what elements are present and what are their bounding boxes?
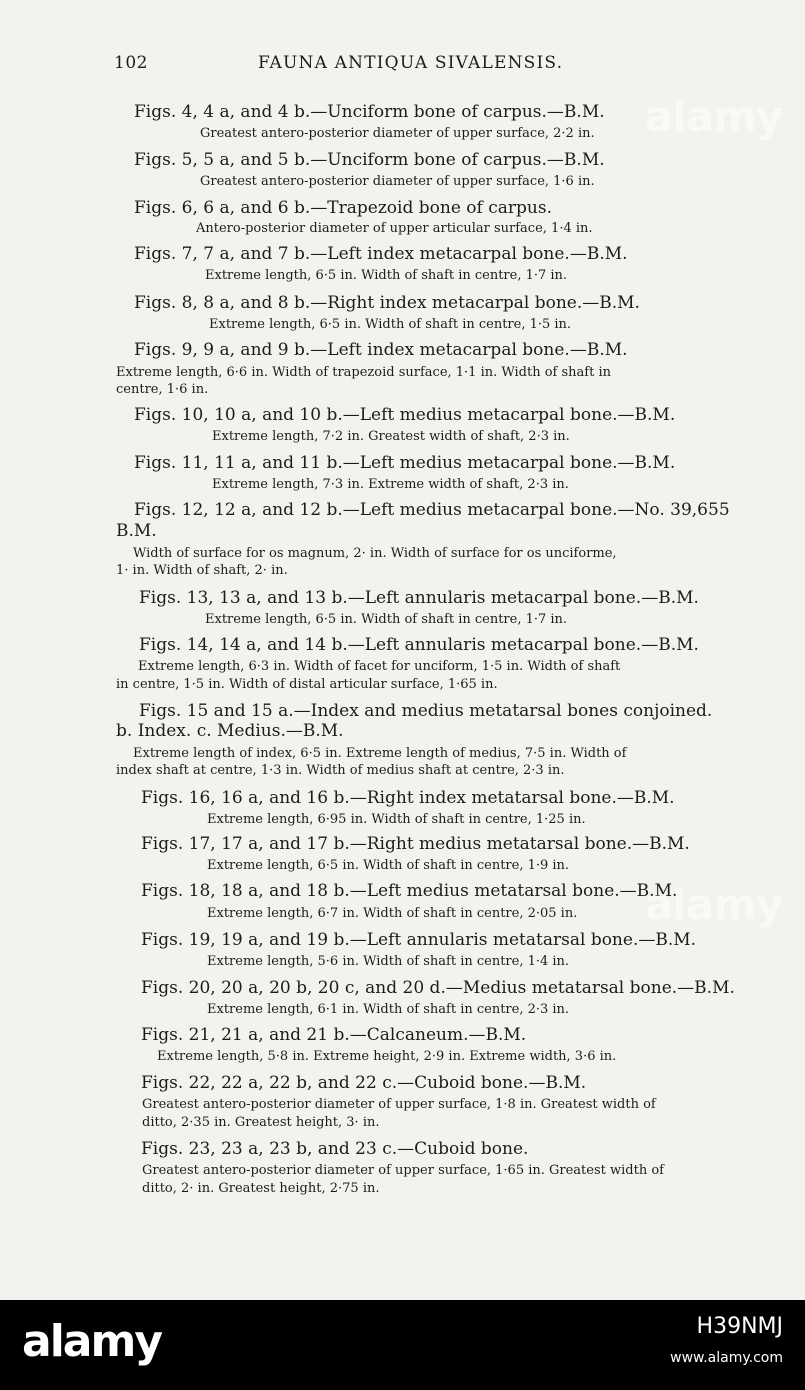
figure-measurements: Antero-posterior diameter of upper articular surface, 1·4 in.: [196, 221, 593, 236]
watermark: alamy: [645, 92, 783, 141]
figure-caption: Figs. 10, 10 a, and 10 b.—Left medius metacarpal bone.—B.M.: [134, 405, 676, 425]
figure-caption: Figs. 13, 13 a, and 13 b.—Left annularis metacarpal bone.—B.M.: [139, 588, 699, 608]
figure-caption: Figs. 15 and 15 a.—Index and medius metatarsal bones conjoined.: [139, 701, 713, 721]
figure-caption: Figs. 8, 8 a, and 8 b.—Right index metacarpal bone.—B.M.: [134, 293, 640, 313]
figure-measurements: Extreme length, 5·6 in. Width of shaft in centre, 1·4 in.: [207, 954, 570, 969]
figure-measurements: Extreme length, 6·1 in. Width of shaft in centre, 2·3 in.: [207, 1002, 570, 1017]
figure-measurements: Greatest antero-posterior diameter of upper surface, 1·8 in. Greatest width of: [142, 1097, 656, 1112]
figure-measurements: Extreme length of index, 6·5 in. Extreme length of medius, 7·5 in. Width of: [133, 746, 627, 761]
figure-measurements: index shaft at centre, 1·3 in. Width of medius shaft at centre, 2·3 in.: [116, 763, 565, 778]
figure-measurements: Extreme length, 6·5 in. Width of shaft in centre, 1·7 in.: [205, 268, 568, 283]
figure-measurements: in centre, 1·5 in. Width of distal articular surface, 1·65 in.: [116, 677, 498, 692]
figure-caption: Figs. 21, 21 a, and 21 b.—Calcaneum.—B.M.: [141, 1025, 527, 1045]
site-url[interactable]: www.alamy.com: [670, 1350, 783, 1366]
figure-caption: Figs. 7, 7 a, and 7 b.—Left index metacarpal bone.—B.M.: [134, 244, 628, 264]
figure-caption: Figs. 14, 14 a, and 14 b.—Left annularis metacarpal bone.—B.M.: [139, 635, 699, 655]
figure-measurements: Greatest antero-posterior diameter of upper surface, 2·2 in.: [200, 126, 595, 141]
figure-measurements: ditto, 2·35 in. Greatest height, 3· in.: [142, 1115, 380, 1130]
figure-measurements: 1· in. Width of shaft, 2· in.: [116, 563, 288, 578]
figure-measurements: Extreme length, 5·8 in. Extreme height, 2·9 in. Extreme width, 3·6 in.: [157, 1049, 617, 1064]
figure-caption: Figs. 16, 16 a, and 16 b.—Right index metatarsal bone.—B.M.: [141, 788, 675, 808]
figure-caption: Figs. 17, 17 a, and 17 b.—Right medius metatarsal bone.—B.M.: [141, 834, 690, 854]
figure-measurements: Extreme length, 6·95 in. Width of shaft in centre, 1·25 in.: [207, 812, 586, 827]
figure-measurements: centre, 1·6 in.: [116, 382, 209, 397]
figure-measurements: Extreme length, 7·3 in. Extreme width of shaft, 2·3 in.: [212, 477, 569, 492]
figure-caption: Figs. 6, 6 a, and 6 b.—Trapezoid bone of carpus.: [134, 198, 552, 218]
running-title: FAUNA ANTIQUA SIVALENSIS.: [258, 53, 564, 73]
figure-measurements: Extreme length, 6·5 in. Width of shaft in centre, 1·9 in.: [207, 858, 570, 873]
figure-caption: Figs. 18, 18 a, and 18 b.—Left medius metatarsal bone.—B.M.: [141, 881, 678, 901]
figure-measurements: Extreme length, 6·6 in. Width of trapezoid surface, 1·1 in. Width of shaft in: [116, 365, 611, 380]
figure-measurements: Extreme length, 7·2 in. Greatest width of shaft, 2·3 in.: [212, 429, 570, 444]
image-id: H39NMJ: [696, 1314, 783, 1339]
stock-footer-bar: [0, 1300, 805, 1390]
figure-measurements: ditto, 2· in. Greatest height, 2·75 in.: [142, 1181, 380, 1196]
figure-caption: Figs. 5, 5 a, and 5 b.—Unciform bone of carpus.—B.M.: [134, 150, 605, 170]
figure-caption: Figs. 4, 4 a, and 4 b.—Unciform bone of carpus.—B.M.: [134, 102, 605, 122]
figure-caption: Figs. 20, 20 a, 20 b, 20 c, and 20 d.—Medius metatarsal bone.—B.M.: [141, 978, 735, 998]
figure-measurements: Greatest antero-posterior diameter of upper surface, 1·65 in. Greatest width of: [142, 1163, 664, 1178]
watermark: alamy: [645, 880, 783, 929]
figure-caption: Figs. 11, 11 a, and 11 b.—Left medius metacarpal bone.—B.M.: [134, 453, 676, 473]
logo-text: alamy: [22, 1316, 161, 1367]
page-number: 102: [114, 53, 148, 73]
figure-caption: Figs. 23, 23 a, 23 b, and 23 c.—Cuboid bone.: [141, 1139, 529, 1159]
figure-measurements: Extreme length, 6·5 in. Width of shaft in centre, 1·7 in.: [205, 612, 568, 627]
figure-measurements: Extreme length, 6·7 in. Width of shaft in centre, 2·05 in.: [207, 906, 578, 921]
figure-measurements: Width of surface for os magnum, 2· in. Width of surface for os unciforme,: [133, 546, 617, 561]
figure-caption-continued: B.M.: [116, 521, 157, 541]
figure-measurements: Extreme length, 6·5 in. Width of shaft in centre, 1·5 in.: [209, 317, 572, 332]
figure-caption: Figs. 22, 22 a, 22 b, and 22 c.—Cuboid bone.—B.M.: [141, 1073, 587, 1093]
figure-caption: Figs. 9, 9 a, and 9 b.—Left index metacarpal bone.—B.M.: [134, 340, 628, 360]
figure-measurements: Greatest antero-posterior diameter of upper surface, 1·6 in.: [200, 174, 595, 189]
figure-caption-continued: b. Index. c. Medius.—B.M.: [116, 721, 344, 741]
figure-caption: Figs. 19, 19 a, and 19 b.—Left annularis metatarsal bone.—B.M.: [141, 930, 697, 950]
figure-caption: Figs. 12, 12 a, and 12 b.—Left medius metacarpal bone.—No. 39,655: [134, 500, 730, 520]
alamy-logo: [22, 1316, 161, 1367]
figure-measurements: Extreme length, 6·3 in. Width of facet for unciform, 1·5 in. Width of shaft: [138, 659, 621, 674]
